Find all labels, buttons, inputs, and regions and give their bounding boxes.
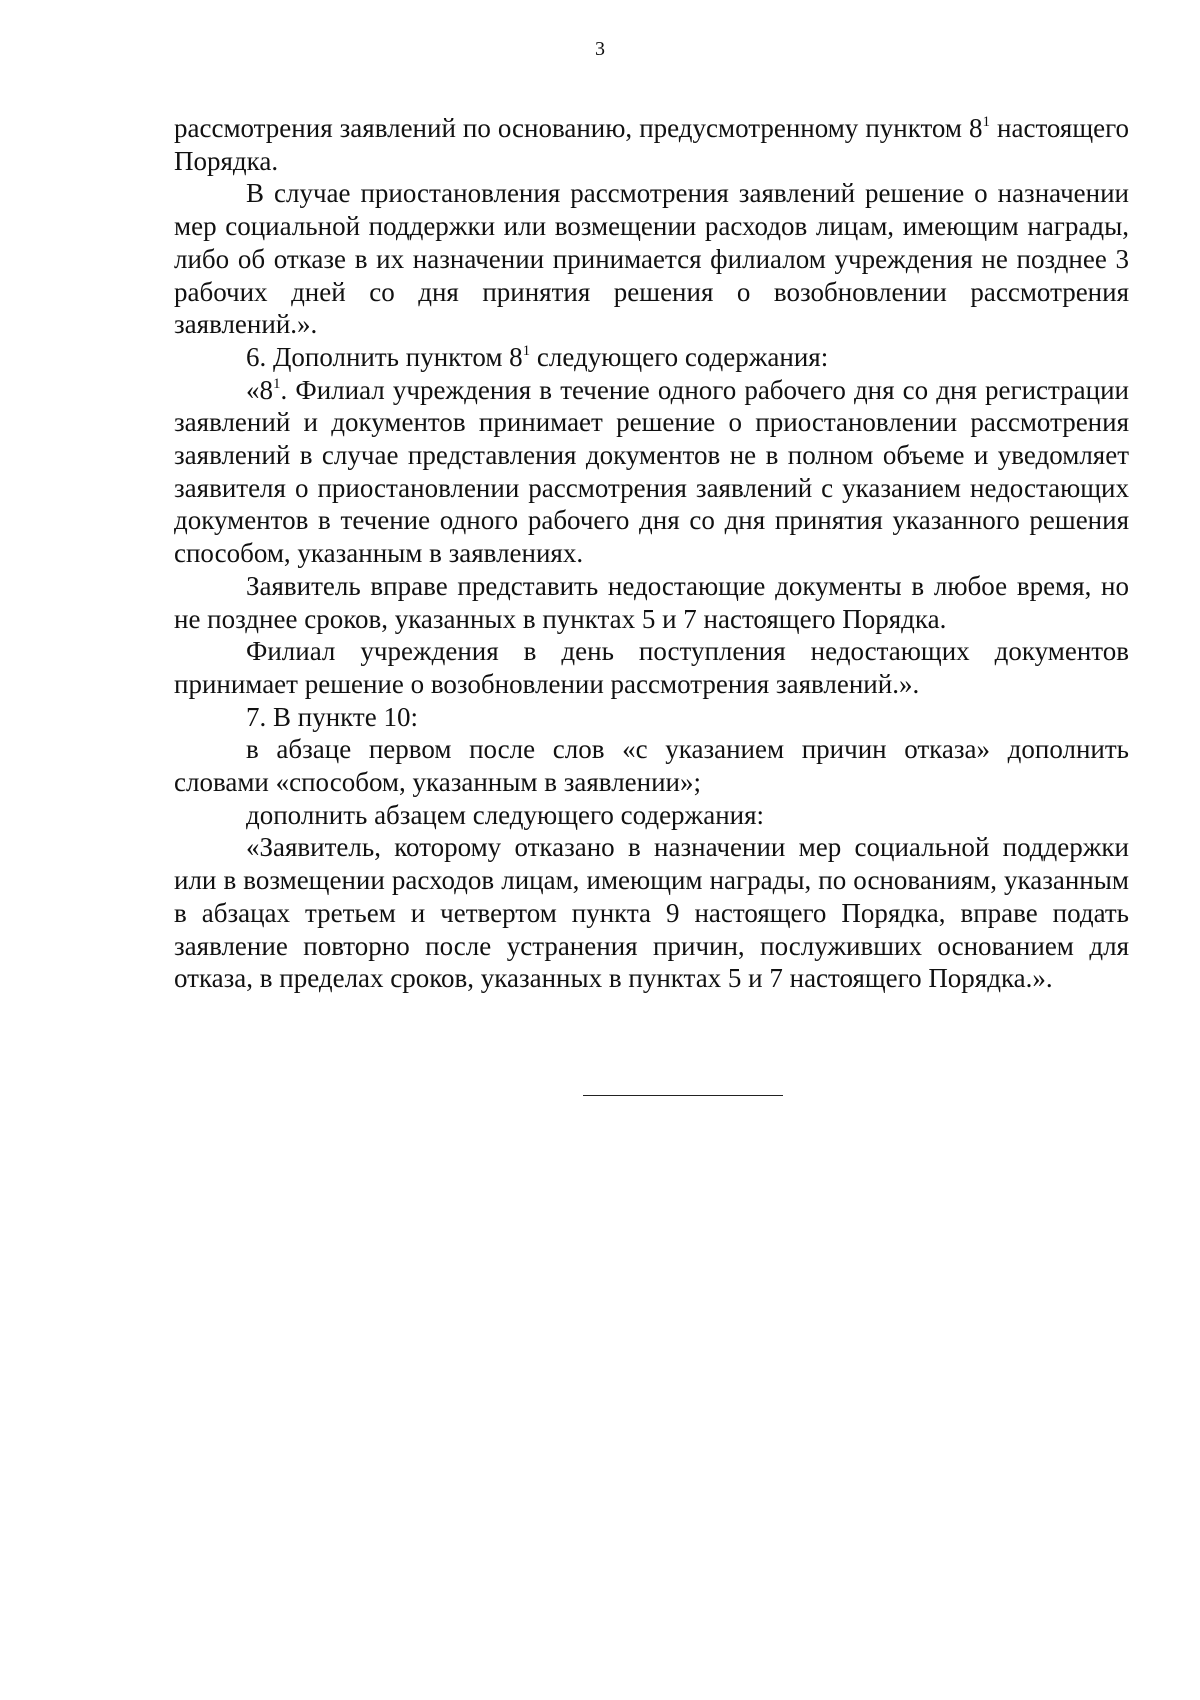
paragraph-text: в абзаце первом после слов «с указанием причин отказа» дополнить словами «способом, указанным в заявлении»;: [174, 734, 1129, 798]
paragraph-text: 6. Дополнить пунктом 8: [246, 341, 523, 372]
document-body: [174, 112, 1129, 995]
paragraph-text: 7. В пункте 10:: [246, 701, 418, 732]
paragraph-text: «Заявитель, которому отказано в назначении мер социальной поддержки или в возмещении расходов лицам, имеющим награды, по основаниям, указанным в абзацах третьем и четвертом пункта 9 настоящего Порядка, вправе подать заявление повторно после устранения причин, послуживших основанием для отказа, в пределах сроков, указанных в пунктах 5 и 7 настоящего Порядка.».: [174, 832, 1129, 994]
superscript-index: 1: [522, 342, 531, 359]
paragraph-text: . Филиал учреждения в течение одного рабочего дня со дня регистрации заявлений и документов принимает решение о приостановлении рассмотрения заявлений в случае представления документов не в полном объеме и уведомляет заявителя о приостановлении рассмотрения заявлений с указанием недостающих документов в течение одного рабочего дня со дня принятия указанного решения способом, указанным в заявлениях.: [174, 374, 1129, 569]
paragraph-continuation: [174, 112, 1129, 177]
paragraph-text: настоящего Порядка.: [174, 113, 1129, 176]
paragraph-text: В случае приостановления рассмотрения заявлений решение о назначении мер социальной поддержки или возмещении расходов лицам, имеющим награды, либо об отказе в их назначении принимается филиалом учреждения не позднее 3 рабочих дней со дня принятия решения о возобновлении рассмотрения заявлений.».: [174, 178, 1129, 340]
paragraph-item-7: [174, 701, 1129, 734]
paragraph-suspension-decision: [174, 177, 1129, 341]
paragraph-applicant-right: [174, 570, 1129, 635]
paragraph-item-6: [174, 341, 1129, 374]
superscript-index: 1: [273, 375, 281, 392]
paragraph-repeat-application: [174, 831, 1129, 995]
paragraph-text: Заявитель вправе представить недостающие документы в любое время, но не позднее сроков, указанных в пунктах 5 и 7 настоящего Порядка.: [174, 570, 1129, 634]
paragraph-first-abzac: [174, 733, 1129, 798]
page-number: 3: [595, 38, 605, 60]
end-of-document-rule: [583, 1095, 783, 1096]
paragraph-text: Филиал учреждения в день поступления недостающих документов принимает решение о возобновлении рассмотрения заявлений.».: [174, 636, 1129, 699]
paragraph-text: рассмотрения заявлений по основанию, предусмотренному пунктом 8: [174, 113, 983, 143]
paragraph-resumption: [174, 635, 1129, 700]
superscript-index: 1: [982, 114, 991, 130]
paragraph-text: следующего содержания:: [530, 341, 829, 372]
paragraph-text: дополнить абзацем следующего содержания:: [246, 799, 765, 830]
paragraph-text: «8: [246, 374, 273, 405]
paragraph-point-8-1: [174, 374, 1129, 570]
paragraph-add-abzac: [174, 799, 1129, 832]
